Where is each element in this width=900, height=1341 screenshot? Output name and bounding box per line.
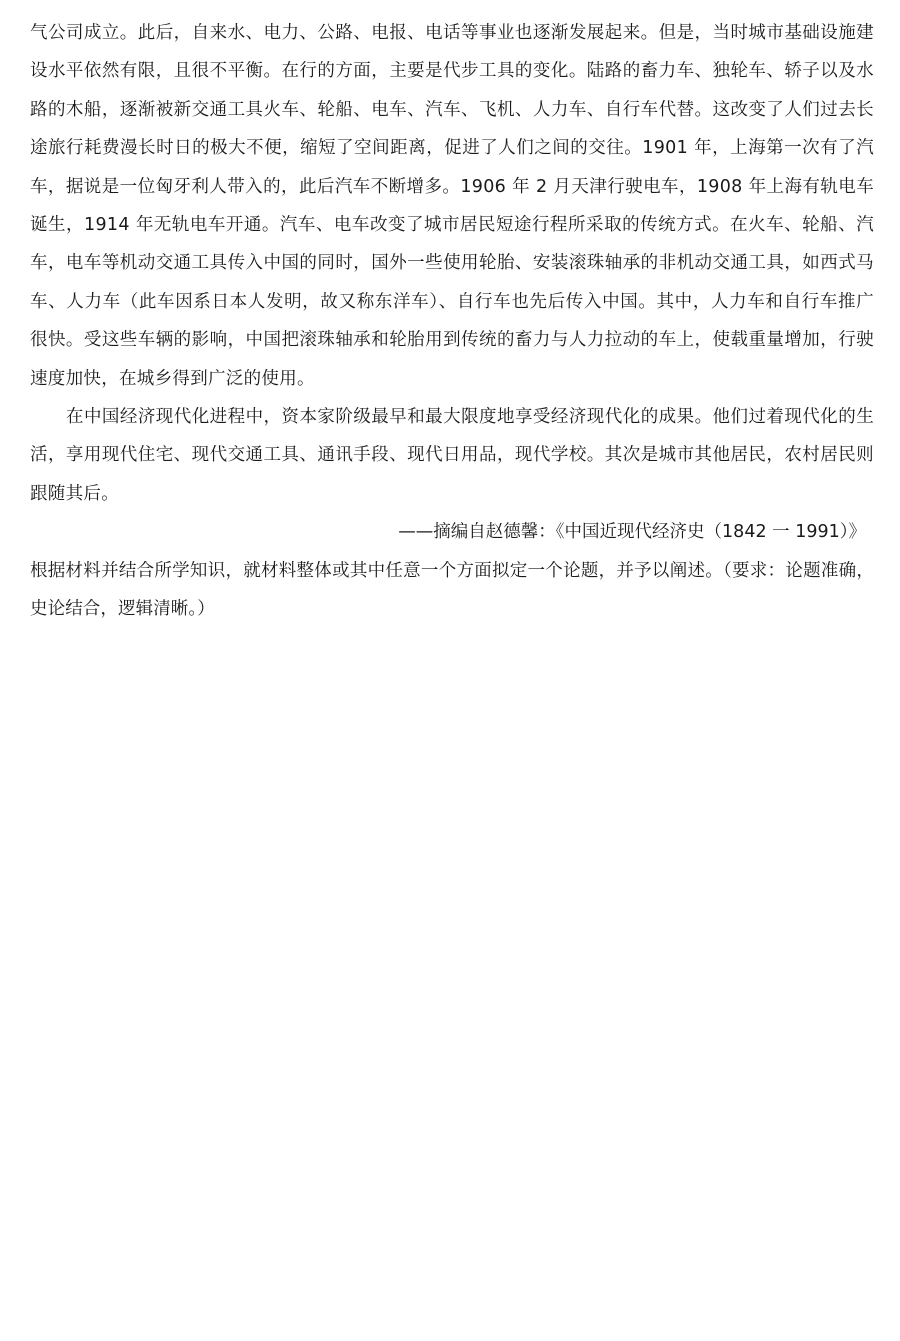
material-paragraph-2: 在中国经济现代化进程中，资本家阶级最早和最大限度地享受经济现代化的成果。他们过着现代化的生活，享用现代住宅、现代交通工具、通讯手段、现代日用品，现代学校。其次是城市其他居民，农村居民则跟随其后。 bbox=[30, 407, 874, 504]
source-attribution: ——摘编自赵德馨：《中国近现代经济史（1842 一 1991）》 bbox=[398, 522, 866, 543]
question-prompt: 根据材料并结合所学知识，就材料整体或其中任意一个方面拟定一个论题，并予以阐述。（要求：论题准确，史论结合，逻辑清晰。） bbox=[30, 560, 874, 620]
material-paragraph-1: 气公司成立。此后，自来水、电力、公路、电报、电话等事业也逐渐发展起来。但是，当时城市基础设施建设水平依然有限，且很不平衡。在行的方面，主要是代步工具的变化。陆路的畜力车、独轮车、轿子以及水路的木船，逐渐被新交通工具火车、轮船、电车、汽车、飞机、人力车、自行车代替。这改变了人们过去长途旅行耗费漫长时日的极大不便，缩短了空间距离，促进了人们之间的交往。1901 年，上海第一次有了汽车，据说是一位匈牙利人带入的，此后汽车不断增多。1906 年 2 月天津行驶电车，1908 年上海有轨电车诞生，1914 年无轨电车开通。汽车、电车改变了城市居民短途行程所采取的传统方式。在火车、轮船、汽车，电车等机动交通工具传入中国的同时，国外一些使用轮胎、安装滚珠轴承的非机动交通工具，如西式马车、人力车（此车因系日本人发明，故又称东洋车）、自行车也先后传入中国。其中，人力车和自行车推广很快。受这些车辆的影响，中国把滚珠轴承和轮胎用到传统的畜力与人力拉动的车上，使载重量增加，行驶速度加快，在城乡得到广泛的使用。 bbox=[30, 23, 874, 389]
document-page bbox=[30, 14, 874, 629]
